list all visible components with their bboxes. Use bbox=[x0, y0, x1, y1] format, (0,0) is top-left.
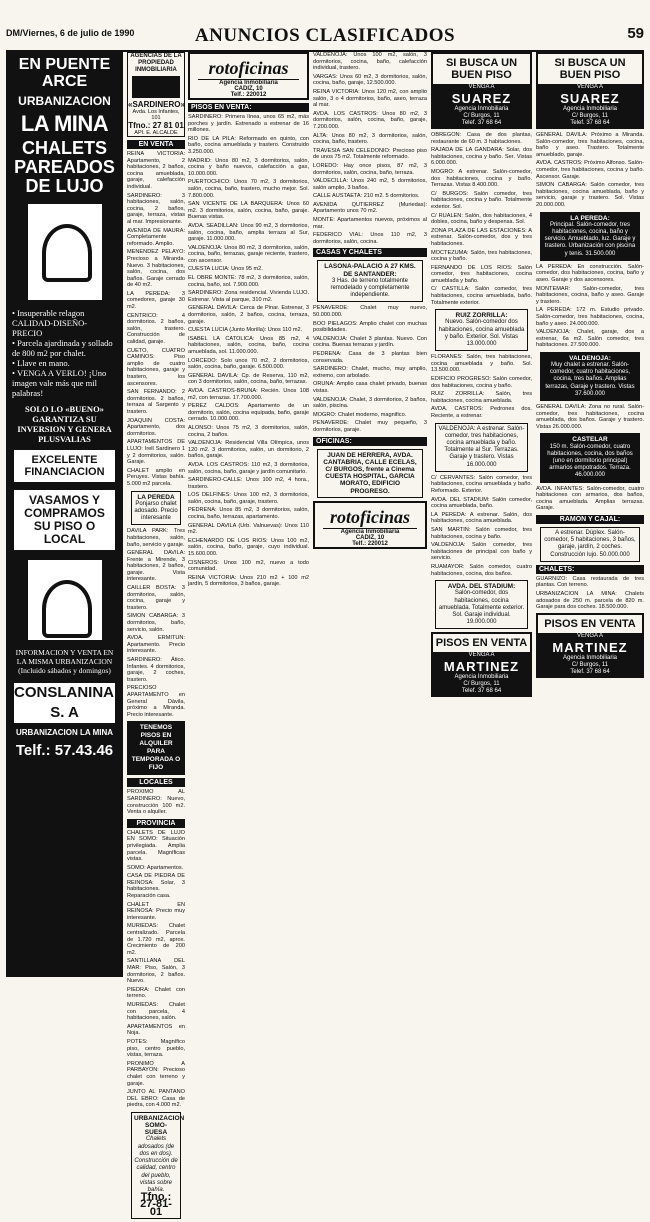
company-phone: Telf.: 57.43.46 bbox=[15, 742, 114, 759]
header-title: ANUNCIOS CLASIFICADOS bbox=[194, 25, 456, 46]
listing: MONTE: Apartamentos nuevos, próximos al mar. bbox=[313, 217, 427, 230]
box-title: LA PEREDA bbox=[137, 493, 175, 501]
company-name: CONSLANINA, S. A bbox=[12, 681, 117, 725]
listing: LOREDO: Hay once pisos, 87 m2, 3 dormitorios, salón, cocina, baño, terraza. bbox=[313, 162, 427, 176]
box-text: JUAN DE HERRERA, AVDA. CANTABRIA, CALLE ECELAS, C/ BURGOS, frente a Cinema CUESTA HOSPITAL, GARCIA MORATO, EDIFICIO PROGRESO. bbox=[323, 451, 417, 495]
agency-address: Avda. Los Infantes, 101 bbox=[132, 109, 180, 121]
listing: AVDA. ERMITUN: Apartamento. Precio interesante. bbox=[127, 635, 185, 655]
listing: VALDENOJA: Unos 80 m2, 3 dormitorios, salón, cocina, baño, terrazas, garaje reciente, trastero, con ascensor. bbox=[188, 244, 309, 264]
section-oficinas: OFICINAS: bbox=[313, 437, 427, 446]
house-image bbox=[26, 558, 104, 642]
ad-line4: CHALETS PAREADOS DE LUJO bbox=[14, 138, 115, 196]
listing: ALTA: Unos 80 m2, 3 dormitorios, salón, cocina, baño, trastero. bbox=[313, 132, 427, 146]
listing: GENERAL DAVILA (Urb. Valnuevas): Unos 110 m2. bbox=[188, 522, 309, 536]
agency-sardinero-box bbox=[127, 52, 185, 137]
ad-line2: URBANIZACION bbox=[18, 94, 111, 108]
info-text: INFORMACION Y VENTA EN LA MISMA URBANIZACION (Incluido sábados y domingos) bbox=[15, 648, 114, 675]
guarantee-text: SOLO LO «BUENO» GARANTIZA SU INVERSION Y GENERA PLUSVALIAS bbox=[17, 404, 112, 444]
listing: AVDA. SEADILLAN: Unos 90 m2, 3 dormitorios, salón, cocina, baño, amplia terraza al Sur, garaje. 11.000.000. bbox=[188, 222, 309, 243]
listing: AVDA. CASTROS-BRUNA: Recién. Unos 108 m2, con terrazas. 17.700.000. bbox=[188, 387, 309, 401]
section-locales: LOCALES bbox=[127, 778, 185, 787]
listing: C/ BURGOS: Salón comedor, tres habitaciones, cocina y baño. Totalmente exterior. Sol. bbox=[431, 190, 532, 210]
listing: SOMO: Apartamentos. bbox=[127, 864, 184, 871]
listing: MOGRO: A estrenar. Salón-comedor, dos habitaciones, cocina y baño. Terrazas. Vistas 8.400.000. bbox=[431, 168, 532, 189]
listing: VALDENOJA: Residencial Villa Olímpica, unos 120 m2. 3 dormitorios, salón, un dormitorio, 2 baños, garaje. bbox=[188, 440, 309, 460]
box-text: A estrenar. Dúplex. Salón-comedor, 5 habitaciones, 3 baños, garaje, jardín, 2 coches. Construcción lujo. 50.000.000 bbox=[544, 530, 636, 558]
suarez-banner bbox=[538, 84, 642, 127]
column-rotoficinas-2 bbox=[313, 52, 427, 977]
agency-ape: API. E. ALCALDE bbox=[134, 130, 178, 136]
listing: PIEDRA: Chalet con terreno. bbox=[127, 986, 185, 1000]
listing: REINA VICTORIA: Unos 120 m2, con amplio salón, 3 o 4 dormitorios, baño, aseo, terraza al mar. bbox=[313, 88, 427, 109]
listing: VALDENOJA: Unos 100 m2, salón, 3 dormitorios, cocina, baño, calefacción individual, trastero. bbox=[313, 52, 427, 72]
martinez-phone: Telef. 37 68 64 bbox=[461, 688, 502, 695]
listing: C/ RUALEN: Salón, dos habitaciones, 4 dobles, cocina, baño y despensa. Sol. bbox=[431, 212, 532, 226]
listing: SARDINERO: Primera línea, unos 65 m2, más porches y jardín. Estrenado a estrenar de 16 millones. bbox=[188, 114, 309, 134]
section-provincia: PROVINCIA bbox=[127, 819, 185, 828]
listing: PENAVERDE: Chalet muy nuevo, 50.000.000. bbox=[313, 305, 427, 319]
listing: RIO DE LA PILA: Reformado en quinto, con baño, cocina amueblada y trastero. Construido 3.250.000. bbox=[188, 135, 309, 155]
listing: ALONSO: Unos 75 m2, 3 dormitorios, salón, cocina, 2 baños. bbox=[188, 424, 309, 438]
box-text: VALDENOJA: A estrenar. Salón-comedor, tres habitaciones, cocina amueblada y baño. Totalmente al Sur. Terrazas. Garaje y trastero. Vistas 16.000.000 bbox=[438, 425, 525, 468]
listing: ORUNA: Amplio casa chalet privado, buenas vistas. bbox=[313, 381, 427, 394]
ad-line1: EN PUENTE ARCE bbox=[18, 56, 111, 90]
martinez-name: MARTINEZ bbox=[443, 659, 520, 675]
martinez-agency: Agencia Inmobiliaria bbox=[562, 654, 618, 661]
section-pisos-venta: PISOS EN VENTA: bbox=[188, 103, 309, 112]
listing: FERNANDO DE LOS RIOS: Salón comedor, tres habitaciones, cocina amueblada y baño. bbox=[431, 264, 532, 284]
listing: SIMON CABARGA: 3 dormitorios, baño, servicio, salón. bbox=[127, 613, 185, 633]
listing: LA PEREDA: 172 m. Estudio privado. Salón-comedor, tres habitaciones, cocina, baño y aseo. 24.000.000. bbox=[536, 307, 644, 327]
listing: VALDENOJA: Chalet, 3 dormitorios, 2 baños, salón, piscina. bbox=[313, 396, 427, 410]
listing: LA PEREDA: A estrenar. Salón, dos habitaciones, cocina amueblada. bbox=[431, 511, 532, 525]
box-title: URBANIZACION SOMO-SUESA bbox=[134, 1114, 185, 1137]
listing: TRAVESIA SAN CELEDONIO: Precioso piso de unos 75 m2. Totalmente reformado. bbox=[313, 147, 427, 161]
listing: AVDA. CASTROS: Pedrones dos. Reciente, a estrenar. bbox=[431, 406, 532, 420]
financing-box: EXCELENTE FINANCIACION bbox=[12, 448, 117, 484]
martinez-address: C/ Burgos, 11 bbox=[463, 681, 500, 688]
box-title: AVDA. DEL STADIUM: bbox=[447, 583, 516, 591]
listing: SARDINERO: Zona residencial. Vivienda LUJO. Estrenar. Vista al parque, 310 m2. bbox=[188, 290, 309, 303]
box-title: CASTELAR bbox=[572, 436, 608, 444]
agency-phone: Telf.: 220012 bbox=[352, 540, 388, 547]
section-casas-chalets: CASAS Y CHALETS bbox=[313, 248, 427, 257]
listing: VALDENOJA: Chalet 3 plantas. Nuevo. Con cocina. Buenas terrazas y jardín. bbox=[313, 335, 427, 349]
listing: AVDA. CASTROS: Próximo Alfonso. Salón-comedor, tres habitaciones, cocina y baño. Ascensor. Garaje. bbox=[536, 160, 644, 180]
martinez-headline: PISOS EN VENTA bbox=[544, 617, 636, 630]
rotoficinas-logo: rotoficinas bbox=[198, 54, 299, 80]
martinez-venga: VENGA A bbox=[576, 632, 603, 639]
listing: MOCTEZUMA: Salón, tres habitaciones, cocina y baño. bbox=[431, 249, 532, 263]
martinez-phone: Telef. 37 68 64 bbox=[570, 668, 610, 675]
listing: LA PEREDA: 3 comedores, garaje 30 m2. bbox=[127, 290, 185, 311]
listing: MOGRO: Chalet moderno, magnifico. bbox=[313, 411, 407, 418]
header-date: DM/Viernes, 6 de julio de 1990 bbox=[6, 28, 135, 38]
box-title: RUIZ ZORRILLA: bbox=[455, 312, 508, 320]
box-la-pereda-2 bbox=[540, 212, 640, 261]
box-stadium bbox=[435, 580, 528, 629]
agency-logo-icon bbox=[132, 76, 180, 98]
listing: RUIZ ZORRILLA: Salón, tres habitaciones, cocina amueblada. bbox=[431, 391, 532, 404]
page-number: 59 bbox=[627, 25, 644, 42]
listing: OBREGON: Casa de dos plantas, restaurante de 60 m. 3 habitaciones. bbox=[431, 132, 532, 145]
suarez-box-2 bbox=[536, 52, 644, 129]
listing: GENERAL DAVILA: Zona no rural. Salón-comedor, tres habitaciones, cocina amueblada, dos baños. Garaje y trastero. Vistas 26.000.000. bbox=[536, 404, 644, 430]
listing: SARDINERO: Ático. Infantes. 4 dormitorios, garaje, 2 coches, trastero. bbox=[127, 657, 185, 683]
box-phone: Tfno.: 27-81-01 bbox=[140, 1191, 172, 1218]
listing: CHALET EN REINOSA: Precio muy interesante. bbox=[127, 901, 185, 921]
listing: GENERAL DAVILA: Frente a Mirende, 3 habitaciones, 2 baños, garaje. Vista interesante. bbox=[127, 550, 185, 583]
listing: MONTEMAR: Salón-comedor, tres habitaciones, cocina, baño y aseo. Garaje y trastero. bbox=[536, 285, 644, 305]
rotoficinas-box bbox=[188, 52, 309, 100]
page-header bbox=[6, 24, 644, 52]
listing: MADRID: Unos 80 m2, 3 dormitorios, salón, cocina y baño nuevos, calefacción a gas, 10.000.000. bbox=[188, 157, 309, 177]
listing: AVENIDA DE MAURA: Completamente reformado. Amplio. bbox=[127, 227, 185, 247]
suarez-name: SUAREZ bbox=[451, 91, 512, 106]
box-castelar bbox=[540, 433, 640, 482]
listing: REINA VICTORIA: Unos 210 m2 + 100 m2 jardín, 5 dormitorios, 3 baños, garaje. bbox=[188, 574, 309, 588]
listing: MURIEDAS: Chalet centralizado. Parcela de 1.720 m2, aprox. Crecimiento de 200 m2. bbox=[127, 923, 185, 956]
martinez-box-2 bbox=[536, 613, 644, 678]
agency-label: Agencia Inmobiliaria bbox=[219, 80, 278, 86]
listing: C/ CASTILLA: Salón comedor, tres habitaciones, cocina amueblada, baño. Totalmente exterior. bbox=[431, 286, 532, 306]
feature-item: • VENGA A VERLO! ¡Uno imagen vale más que mil palabras! bbox=[12, 368, 107, 398]
suarez-venga: VENGA A bbox=[576, 84, 603, 90]
listing: GENERAL DAVILA: Cerca de Pinar. Estrenar, 3 dormitorios, salón, 2 baños, cocina, terraza, garaje. bbox=[188, 305, 309, 325]
listing: CHALET amplio en Peruyes. Vistas bahía. 5.000 m2 parcela. bbox=[127, 467, 185, 487]
listing: SANTILLANA DEL MAR: Piso, Salón, 3 dormitorios, 2 baños. Nuevo. bbox=[127, 958, 185, 985]
agency-label: Agencia Inmobiliaria bbox=[340, 528, 400, 535]
listing: REINA VICTORIA: Apartamento, 2 habitaciones, 2 baños, cocina amueblada, garaje, calefacción individual. bbox=[127, 151, 185, 190]
box-text: 3 Has. de terreno totalmente remodelado y completamente independiente. bbox=[330, 277, 410, 299]
listing: PRONIMO A PARBAYON: Precioso chalet con terreno y garaje. bbox=[127, 1060, 185, 1087]
listing: LOS DELFINES: Unos 100 m2, 3 dormitorios, salón, cocina, baño, garaje, trastero. bbox=[188, 492, 309, 505]
listing: CUESTA LUCIA: Unos 95 m2. bbox=[188, 266, 263, 273]
left-chalets-ad bbox=[6, 52, 123, 977]
listing: JOAQUIN COSTA: Apartamento, dos dormitorios. bbox=[127, 417, 185, 437]
listing: MURIEDAS: Chalet con parcela, 4 habitaciones, salón. bbox=[127, 1001, 185, 1022]
listing: SAN VICENTE DE LA BARQUERA: Unos 60 m2. 3 dormitorios, salón, cocina, baño, garaje. Buenas vistas. bbox=[188, 201, 309, 221]
rotoficinas-logo: rotoficinas bbox=[323, 503, 417, 529]
agency-phone: Telf.: 220012 bbox=[230, 92, 267, 98]
agency-name: «SARDINERO» bbox=[128, 100, 185, 109]
suarez-agency: Agencia Inmobiliaria bbox=[562, 106, 618, 112]
martinez-venga: VENGA A bbox=[468, 652, 495, 659]
listing: AVDA. LOS CASTROS: Unos 80 m2, 3 dormitorios, salón, cocina, baño, garaje, 7.200.000. bbox=[313, 110, 427, 130]
suarez-agency: Agencia Inmobiliaria bbox=[454, 106, 509, 112]
martinez-banner bbox=[433, 652, 530, 695]
box-text: Principal. Salón-comedor, tres habitaciones, cocina, baño y servicio. Amueblado, luz. Garaje y trastero. Urbanización con piscina y tenis. 31.500.000 bbox=[544, 221, 636, 257]
listing: LA PEREDA: En construcción. Salón-comedor, dos habitaciones, cocina, baño y aseo. Garaje y dos ascensores. bbox=[536, 263, 644, 283]
listing: RAJADA DE LA GANDARA: Solar, dos habitaciones, cocina y baño. Ser. Vistas 6.000.000. bbox=[431, 147, 532, 167]
listing: PEDRENA: Casa de 3 plantas bien conservada. bbox=[313, 351, 427, 364]
suarez-venga: VENGA A bbox=[468, 84, 495, 90]
listing: DAVILA PARK: Tres habitaciones, salón, baño, servicio y garaje. bbox=[127, 528, 185, 548]
martinez-address: C/ Burgos, 11 bbox=[571, 661, 609, 668]
listing: AVDA. LOS CASTROS: 110 m2, 3 dormitorios, salón, cocina, baño, garaje y jardín comunitario. bbox=[188, 461, 309, 475]
listing: APARTAMENTOS DE LUJO: Irell Sardinero 1 y 2 dormitorios, salón. Garaje. bbox=[127, 439, 185, 466]
listing: FLORANES: Salón, tres habitaciones, cocina amueblada y baño. Sol. 13.500.000. bbox=[431, 354, 532, 374]
agency-phone: Tfno.: 27 81 01 bbox=[128, 121, 184, 130]
chalet-image bbox=[26, 202, 104, 302]
listing: PUERTOCHICO: Unos 70 m2, 3 dormitorios, salón, cocina, baño, trastero, mucho mejor. Sol. 7.800.000. bbox=[188, 179, 309, 199]
listing: CUETO, CUATRO CAMINOS: Piso amplio de cuatro habitaciones, garaje y trastero, los ascensores. bbox=[127, 347, 185, 387]
listing: APARTAMENTOS en Noja. bbox=[127, 1023, 185, 1037]
listing: VALDENOJA: Chalet, garaje, dos a estrenar, 6a m2. Salón comedor, tres habitaciones. 27.500.000. bbox=[536, 329, 644, 349]
listing: SAN MARTIN: Salón comedor, tres habitaciones, cocina y baño. bbox=[431, 526, 532, 540]
listing: SAN FERNANDO: 2 dormitorios. 2 baños, terraza al Sargento y trastero. bbox=[127, 389, 185, 415]
listing: FEDERICO VIAL: Unos 110 m2, 3 dormitorios, salón, cocina. bbox=[313, 232, 427, 245]
listing: URBANIZACION LA MINA: Chalets adosados de 250 m. parcela de 820 m. Garaje para dos coches. 18.500.000. bbox=[536, 591, 644, 611]
listing: SARDINERO: 3 habitaciones, salón, cocina, 2 baños, garaje, terraza, vistas al mar. Impresionante. bbox=[127, 192, 185, 225]
urbanization-name: URBANIZACION LA MINA bbox=[15, 728, 114, 737]
listing: VALDENOJA: Salón comedor, tres habitaciones de principal con baño y servicio. bbox=[431, 542, 532, 562]
martinez-banner bbox=[538, 633, 642, 676]
listing: CALLE AUSTAETA: 210 m2. 5 dormitorios. bbox=[313, 193, 420, 200]
box-ruiz-zorrilla bbox=[435, 309, 528, 351]
box-la-pereda bbox=[131, 491, 181, 526]
agency-head: AGENCIAS DE LA PROPIEDAD INMOBILIARIA bbox=[130, 53, 182, 73]
feature-list bbox=[6, 302, 123, 398]
listing: CUESTA LUCIA (Junto Morilla): Unos 110 m2. bbox=[188, 327, 303, 334]
listing: PEDRENA: Unos 85 m2, 3 dormitorios, salón, cocina, baño, terrazas, apartamento. bbox=[188, 507, 309, 521]
listing: AVDA. DEL STADIUM: Salón comedor, cocina amueblada, baño. bbox=[431, 496, 532, 510]
box-text: Chalets adosados (de dos en dos). Construcción de calidad, centro del pueblo, vistas sobre bahía. bbox=[134, 1136, 178, 1193]
listing: AVDA. INFANTES: Salón-comedor, cuatro habitaciones con armarios, dos baños, cocina amueblada. Amplias terrazas. Garaje. bbox=[536, 485, 644, 512]
listing: CASA DE PIEDRA DE REINOSA: Solar, 3 habitaciones. Reparación casa. bbox=[127, 873, 185, 900]
box-ramon-cajal bbox=[540, 527, 640, 562]
column-suarez bbox=[431, 52, 532, 977]
listing: PENAVERDE: Chalet muy pequeño, 3 dormitorios, garaje. bbox=[313, 420, 427, 433]
listing: VARGAS: Unos 60 m2, 3 dormitorios, salón, cocina, baño, garaje, 12.500.000. bbox=[313, 73, 427, 87]
listing: ZONA PLAZA DE LAS ESTACIONES: A estrenar. Salón-comedor, dos y tres habitaciones. bbox=[431, 227, 532, 247]
listing: GUARNIZO: Casa restaurada de tres plantas. Con terreno. bbox=[536, 575, 644, 589]
box-title: LASONA-PALACIO A 27 KMS. DE SANTANDER: bbox=[324, 263, 416, 278]
listing: JUNTO AL PANTANO DEL EBRO: Casa de piedra, con 4.000 m2. bbox=[127, 1089, 185, 1109]
box-valdenoja bbox=[435, 423, 528, 472]
suarez-box bbox=[431, 52, 532, 129]
listing: POTES: Magnífico piso, centro pueblo, vistas, terraza. bbox=[127, 1038, 185, 1059]
listing: ECHENARDO DE LOS RIOS: Unos 100 m2, salón, cocina, baño, garaje, cuyo individual. 15.600.000. bbox=[188, 537, 309, 558]
suarez-banner bbox=[433, 84, 530, 127]
section-chalets: CHALETS: bbox=[536, 565, 644, 574]
rent-box: TENEMOS PISOS EN ALQUILER PARA TEMPORADA O FIJO bbox=[127, 721, 185, 775]
listing: GENERAL DAVILA: Cp. de Reserva, 110 m2, con 3 dormitorios, salón, cocina, baño, terrazas. bbox=[188, 372, 309, 386]
column-suarez-2 bbox=[536, 52, 644, 977]
suarez-phone: Telef. 37 68 64 bbox=[570, 120, 610, 126]
box-oficinas bbox=[317, 449, 423, 498]
feature-item: • Parcela ajardinada y sollado de 800 m2 por chalet. bbox=[12, 338, 113, 358]
listing: CAILLER BOSTA: 3 dormitorios, salón, cocina, garaje y trastero. bbox=[127, 585, 185, 611]
suarez-address: C/ Burgos, 11 bbox=[463, 113, 500, 119]
listing: CENTRICO: 4 dormitorios. 2 baños, salón, trastero. Construcción de calidad, garaje. bbox=[127, 312, 185, 346]
listing: SARDINERO-CALLE: Unos 100 m2, 4 hora., trastero. bbox=[188, 477, 309, 490]
listing: CHALETS DE LUJO EN SOMO: Situación privilegiada. Amplia parcela. Magníficas vistas. bbox=[127, 829, 185, 863]
martinez-agency: Agencia Inmobiliaria bbox=[454, 674, 509, 681]
agency-address: CADIZ, 10 bbox=[234, 86, 263, 92]
martinez-name: MARTINEZ bbox=[552, 639, 628, 655]
listing: LORCEDO: Solo unos 70 m2, 2 dormitorios, salón, cocina, baño, garaje. 6.500.000. bbox=[188, 357, 309, 371]
listing: PEREZ CALDOS: Apartamento de un dormitorio, salón, cocina equipada, baño, garaje cerrado. 10.000.000. bbox=[188, 403, 309, 423]
suarez-headline: SI BUSCA UN BUEN PISO bbox=[554, 57, 626, 81]
agency-address: CADIZ, 10 bbox=[355, 534, 385, 541]
section-en-venta: EN VENTA bbox=[127, 140, 185, 149]
listing: EDIFICIO PROGRESO: Salón comedor, dos habitaciones, cocina y baño. bbox=[431, 376, 532, 389]
listing: VALDECILLA: Unos 240 m2, 5 dormitorios, salón amplio, 3 baños. bbox=[313, 178, 427, 191]
listing: EL OBRE MONTE: 78 m2, 3 dormitorios, salón, cocina, baño, sol. 7.900.000. bbox=[188, 275, 309, 288]
listing: CISNEROS: Unos 100 m2, nuevo a todo comunidad. bbox=[188, 559, 309, 573]
box-title: VALDENOJA: bbox=[569, 354, 611, 362]
box-text: Ponjarso chalet adosado. Precio interesante bbox=[134, 500, 178, 522]
listing: SIMON CABARGA: Salón comedor, tres habitaciones, cocina amueblada, baño y servicio, garaje y trastero. Sol. Vistas 20.000.000. bbox=[536, 182, 644, 208]
listing: C/ CERVANTES: Salón comedor, tres habitaciones, cocina amueblada y baño. Reformado. Exterior. bbox=[431, 474, 532, 495]
listing: MENENDEZ PELAYO: Precioso a Miranda. Nuevo. 3 habitaciones, salón, cocina, dos baños. Garaje cerrado de 40 m2. bbox=[127, 249, 185, 289]
feature-item: • Llave en mano. bbox=[12, 358, 70, 368]
listing: RUAMAYOR: Salón comedor, cuatro habitaciones, cocina, dos baños. bbox=[431, 563, 532, 577]
column-rotoficinas bbox=[188, 52, 309, 977]
listing: BOO PIELAGOS: Amplio chalet con muchas posibilidades. bbox=[313, 320, 427, 334]
box-valdenoja-2 bbox=[540, 352, 640, 401]
listing: AVENIDA QUTIERREZ (Muriedas): Apartamento unos 70 m2. bbox=[313, 201, 427, 215]
listing: GENERAL DAVILA: Próximo a Miranda. Salón-comedor, tres habitaciones, cocina, baño y aseo. Trastero. Totalmente amueblado, garaje. bbox=[536, 132, 644, 158]
suarez-name: SUAREZ bbox=[560, 91, 620, 106]
box-text: Nuevo. Salón-comedor dos habitaciones, cocina amueblada y baño. Exterior. Sol. Vistas 13.000.000 bbox=[438, 319, 525, 348]
box-text: 150 m. Salón-comedor, cuatro habitaciones, cocina, dos baños (uno en dormitorio principal) armarios empotrados. Terraza. 46.000.000 bbox=[547, 443, 633, 479]
suarez-phone: Telef. 37 68 64 bbox=[461, 120, 502, 126]
suarez-address: C/ Burgos, 11 bbox=[571, 113, 609, 119]
ad-line3: LA MINA bbox=[20, 111, 109, 136]
suarez-headline: SI BUSCA UN BUEN PISO bbox=[445, 57, 518, 81]
listing: PROXIMO AL SARDINERO: Nuevo, construcción 100 m2. Venta o alquiler. bbox=[127, 789, 185, 816]
section-ramon-cajal: RAMON Y CAJAL: bbox=[536, 515, 644, 524]
listing: ISABEL LA CATOLICA: Unos 85 m2, 4 habitaciones, salón, cocina, baño, cocina amueblada, sol. 11.000.000. bbox=[188, 335, 309, 355]
box-text: Muy chalet a estrenar. Salón-comedor, cuatro habitaciones, cocina, tres baños. Amplias terrazas, Garaje y trastero. Vistas 37.600.000 bbox=[545, 362, 635, 397]
box-title: LA PEREDA: bbox=[570, 214, 610, 222]
listing: SARDINERO: Chalet, mucho, muy amplio, extremo, con arbolado. bbox=[313, 366, 427, 379]
feature-item: • Insuperable relagon CALIDAD-DISEÑO-PRECIO bbox=[12, 308, 88, 338]
box-lasona bbox=[317, 260, 423, 302]
martinez-headline: PISOS EN VENTA bbox=[435, 637, 528, 650]
rotoficinas-box-2 bbox=[313, 501, 427, 549]
box-somo-suesa bbox=[131, 1112, 185, 1219]
martinez-box bbox=[431, 632, 532, 697]
slogan-box: VASAMOS Y COMPRAMOS SU PISO O LOCAL bbox=[12, 488, 117, 552]
box-text: Salón-comedor, dos habitaciones, cocina amueblada. Totalmente exterior. Sol. Garaje individual. 19.000.000 bbox=[438, 590, 525, 626]
listing: PRECIOSO APARTAMENTO en General Dávila, próximo a Miranda. Precio interesante. bbox=[127, 685, 185, 718]
column-agency-sardinero bbox=[127, 52, 185, 1222]
